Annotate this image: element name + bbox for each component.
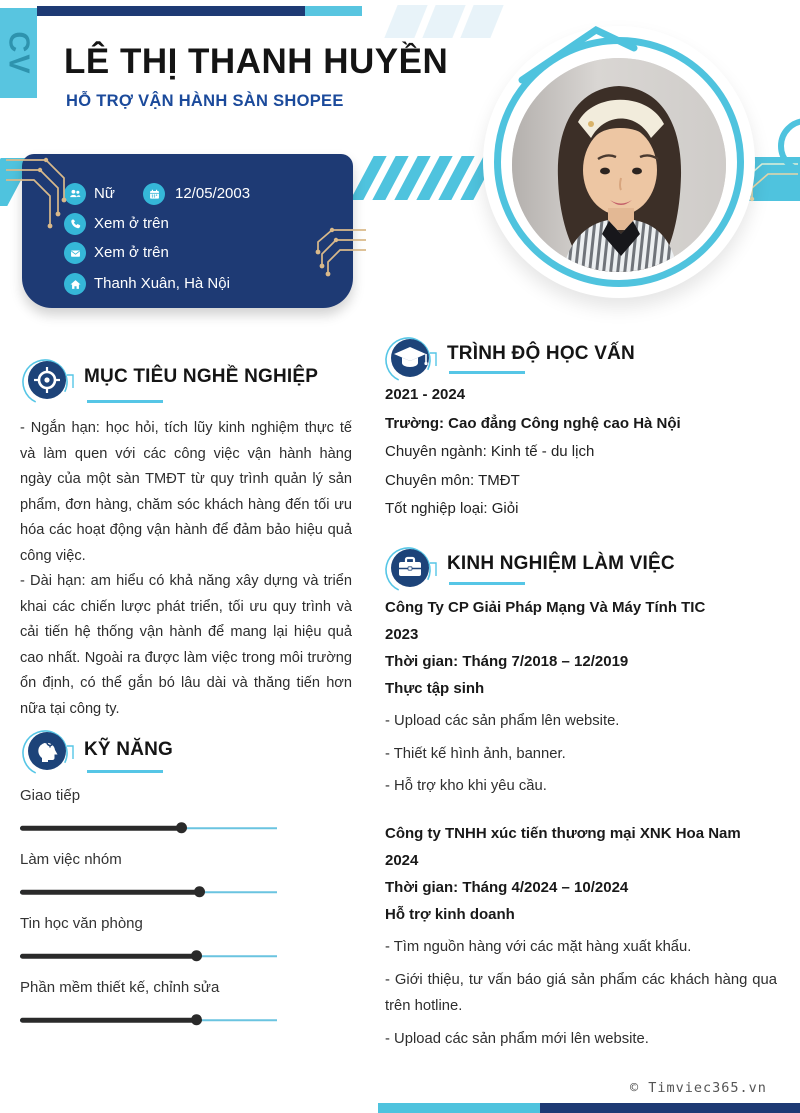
job-task: - Tìm nguồn hàng với các mặt hàng xuất khẩu. <box>385 939 692 955</box>
section-underline <box>449 582 525 585</box>
pale-slash-decoration <box>422 5 465 38</box>
section-title-objective: MỤC TIÊU NGHỀ NGHIỆP <box>84 366 319 387</box>
job-task: - Thiết kế hình ảnh, banner. <box>385 745 566 762</box>
skill-item <box>20 850 277 898</box>
skill-level <box>20 890 200 895</box>
education-period: 2021 - 2024 <box>385 386 466 403</box>
skill-level <box>20 954 197 959</box>
pale-slash-decoration <box>460 5 503 38</box>
education-school: Trường: Cao đẳng Công nghệ cao Hà Nội <box>385 414 681 432</box>
profile-photo <box>512 58 726 272</box>
skill-bar <box>20 950 277 962</box>
company-name: Công Ty CP Giải Pháp Mạng Và Máy Tính TIC <box>385 599 706 616</box>
graduation-cap-icon <box>383 333 439 387</box>
skill-item <box>20 914 277 962</box>
skills-icon <box>20 726 76 780</box>
job-task: - Hỗ trợ kho khi yêu cầu. <box>385 778 547 794</box>
skill-level <box>20 826 182 831</box>
section-title-skills: KỸ NĂNG <box>84 739 174 760</box>
briefcase-icon <box>383 543 439 597</box>
page-title: LÊ THỊ THANH HUYỀN <box>64 42 449 81</box>
top-bar-navy-decoration <box>37 6 305 16</box>
section-title-education: TRÌNH ĐỘ HỌC VẤN <box>447 343 635 364</box>
home-icon <box>64 273 86 295</box>
job-position: Thực tập sinh <box>385 680 485 697</box>
experience-job <box>385 820 777 1052</box>
skill-label: Giao tiếp <box>20 787 81 804</box>
watermark-credit: © Timviec365.vn <box>630 1080 767 1096</box>
education-block <box>385 381 777 524</box>
circuit-decoration <box>4 150 104 238</box>
section-underline <box>87 770 163 773</box>
email-icon <box>64 242 86 264</box>
target-icon <box>20 355 76 409</box>
cv-label: CV <box>3 30 36 76</box>
pale-slash-decoration <box>384 5 427 38</box>
job-duration: Thời gian: Tháng 4/2024 – 10/2024 <box>385 879 629 896</box>
objective-paragraph: - Dài hạn: am hiểu có khả năng xây dựng và triển khai các chiến lược phát triển, tối ưu quy trình và cải tiến hệ thống vận hành để mang lại hiệu quả cao nhất. Ngoài ra được làm việc trong môi trường ổn định, có thể gắn bó lâu dài và thăng tiến hơn nữa tại công ty. <box>20 573 352 717</box>
job-task: - Upload các sản phẩm mới lên website. <box>385 1030 649 1047</box>
job-year: 2023 <box>385 626 419 643</box>
objective-paragraph: - Ngắn hạn: học hỏi, tích lũy kinh nghiệm thực tế và làm quen với các công việc vận hành hàng ngày của một sàn TMĐT từ quy trình quản lý sản phẩm, đơn hàng, chăm sóc khách hàng đến tối ưu hóa các hoạt động vận hành để đảm bảo hiệu quả công việc. <box>20 420 352 564</box>
job-task: - Giới thiệu, tư vấn báo giá sản phẩm các khách hàng qua trên hotline. <box>385 971 777 1014</box>
skill-level <box>20 1018 197 1023</box>
gender-value: Nữ <box>94 185 115 202</box>
skill-label: Tin học văn phòng <box>20 915 143 932</box>
job-position: Hỗ trợ kinh doanh <box>385 906 515 923</box>
profile-photo-illustration <box>512 58 726 272</box>
cv-corner-tab <box>0 8 37 98</box>
bottom-bar-teal-decoration <box>378 1103 540 1113</box>
skill-item <box>20 786 277 834</box>
experience-job <box>385 594 777 800</box>
skill-item <box>20 978 277 1026</box>
company-name: Công ty TNHH xúc tiến thương mại XNK Hoa Nam <box>385 825 741 842</box>
job-title: HỖ TRỢ VẬN HÀNH SÀN SHOPEE <box>66 92 344 110</box>
skill-label: Làm việc nhóm <box>20 851 122 868</box>
section-underline <box>87 400 163 403</box>
skill-bar <box>20 822 277 834</box>
calendar-icon <box>143 183 165 205</box>
job-task: - Upload các sản phẩm lên website. <box>385 713 620 729</box>
job-year: 2024 <box>385 852 419 869</box>
education-major: Chuyên ngành: Kinh tế - du lịch <box>385 443 595 460</box>
birthday-value: 12/05/2003 <box>175 185 251 202</box>
job-duration: Thời gian: Tháng 7/2018 – 12/2019 <box>385 653 629 670</box>
top-bar-teal-decoration <box>305 6 362 16</box>
skill-bar <box>20 886 277 898</box>
skill-bar <box>20 1014 277 1026</box>
circuit-decoration <box>292 222 368 280</box>
section-title-experience: KINH NGHIỆM LÀM VIỆC <box>447 553 675 574</box>
education-grade: Tốt nghiệp loại: Giỏi <box>385 500 519 517</box>
section-underline <box>449 371 525 374</box>
skill-label: Phần mềm thiết kế, chỉnh sửa <box>20 979 220 996</box>
objective-text <box>20 416 352 722</box>
bottom-bar-navy-decoration <box>540 1103 800 1113</box>
education-specialty: Chuyên môn: TMĐT <box>385 471 520 489</box>
address-value: Thanh Xuân, Hà Nội <box>94 275 230 292</box>
email-value: Xem ở trên <box>94 244 169 261</box>
phone-value: Xem ở trên <box>94 215 169 232</box>
